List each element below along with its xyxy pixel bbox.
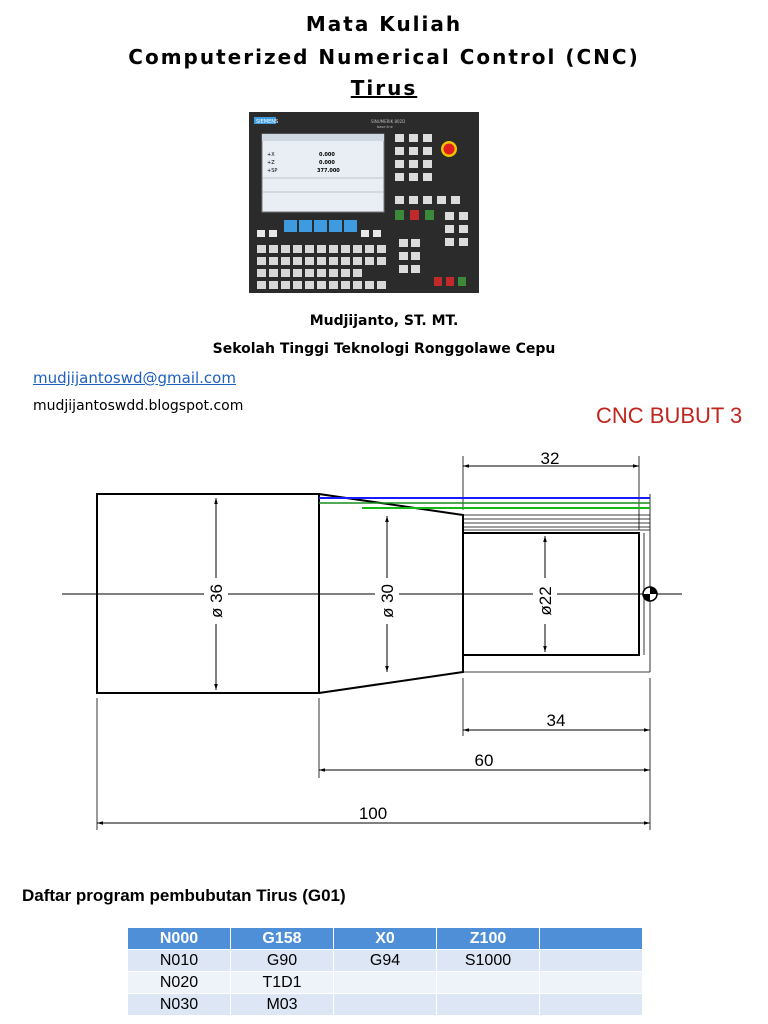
table-cell: S1000: [437, 950, 540, 972]
table-cell: [540, 950, 643, 972]
dim-dia-30: ø 30: [378, 583, 397, 619]
header-cell: Z100: [437, 928, 540, 950]
axis-z: +Z: [267, 160, 275, 166]
header-cell: N000: [128, 928, 231, 950]
table-cell: G90: [231, 950, 334, 972]
dim-dia-36: ø 36: [207, 583, 226, 619]
table-cell: [334, 994, 437, 1016]
table-row: [128, 972, 643, 994]
table-cell: M03: [231, 994, 334, 1016]
axis-x: +X: [267, 152, 275, 158]
table-cell: G94: [334, 950, 437, 972]
course-title: Computerized Numerical Control (CNC): [128, 45, 640, 69]
table-cell: N010: [128, 950, 231, 972]
dim-100: 100: [358, 804, 388, 823]
table-cell: [437, 972, 540, 994]
table-cell: [540, 994, 643, 1016]
header-cell: X0: [334, 928, 437, 950]
axis-sp: +SP: [267, 168, 278, 174]
taper-part-drawing: [0, 440, 768, 840]
cnc-control-panel-image: [249, 112, 479, 293]
author-blog: mudjijantoswdd.blogspot.com: [33, 398, 244, 414]
header-cell: G158: [231, 928, 334, 950]
dim-60: 60: [474, 751, 494, 770]
panel-model: SINUMERIK 802D: [371, 119, 406, 124]
table-cell: T1D1: [231, 972, 334, 994]
dim-34: 34: [546, 711, 566, 730]
table-cell: N020: [128, 972, 231, 994]
dim-dia-22: ø22: [536, 586, 555, 616]
dim-32: 32: [540, 449, 560, 468]
program-table: [127, 927, 643, 1016]
author-email-link[interactable]: mudjijantoswd@gmail.com: [33, 369, 236, 387]
author-institution: Sekolah Tinggi Teknologi Ronggolawe Cepu: [212, 341, 556, 357]
table-row: [128, 994, 643, 1016]
course-label: Mata Kuliah: [305, 12, 463, 36]
program-list-title: Daftar program pembubutan Tirus (G01): [22, 886, 346, 905]
table-cell: [334, 972, 437, 994]
value-x: 0.000: [319, 152, 335, 158]
table-row: [128, 950, 643, 972]
program-header-row: [128, 928, 643, 950]
panel-brand: SIEMENS: [256, 119, 279, 125]
value-sp: 377.000: [317, 168, 340, 174]
topic-title: Tirus: [350, 76, 418, 100]
panel-model-sub: base line: [377, 125, 393, 129]
table-cell: [437, 994, 540, 1016]
cnc-bubut-badge: CNC BUBUT 3: [596, 403, 743, 428]
table-cell: N030: [128, 994, 231, 1016]
header-cell: [540, 928, 643, 950]
value-z: 0.000: [319, 160, 335, 166]
author-name: Mudjijanto, ST. MT.: [309, 313, 459, 329]
table-cell: [540, 972, 643, 994]
